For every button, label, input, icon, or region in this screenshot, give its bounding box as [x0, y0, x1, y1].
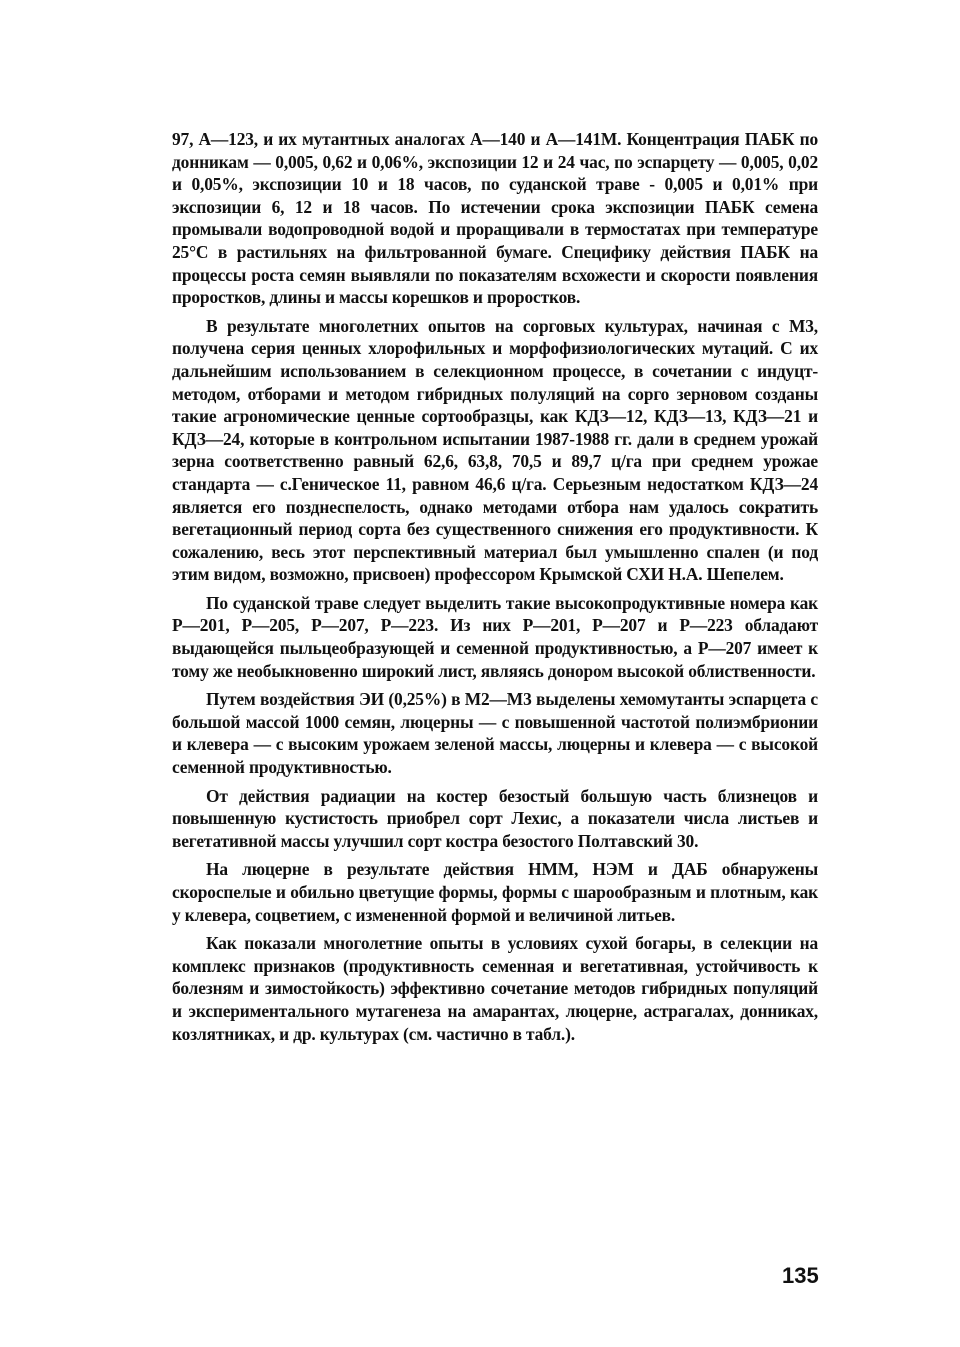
page-body	[172, 128, 818, 1045]
paragraph-2: В результате многолетних опытов на сорговых культурах, начиная с М3, получена серия ценных хлорофильных и морфофизиологических мутаций. С их дальнейшим использованием в селекционном процессе, в сочетании с индуцт-методом, отборами и методом гибридных полуляций на сорго зерновом созданы такие агрономические ценные сортообразцы, как КДЗ—12, КДЗ—13, КДЗ—21 и КДЗ—24, которые в контрольном испытании 1987-1988 гг. дали в среднем урожай зерна соответственно равный 62,6, 63,8, 70,5 и 89,7 ц/га при среднем урожае стандарта — с.Геническое 11, равном 46,6 ц/га. Серьезным недостатком КДЗ—24 является его позднеспелость, однако методами отбора нам удалось сократить вегетационный период сорта без существенного снижения его продуктивности. К сожалению, весь этот перспективный материал был умышленно спален (и под этим видом, возможно, присвоен) профессором Крымской СХИ Н.А. Шепелем.	[172, 315, 818, 585]
paragraph-4: Путем воздействия ЭИ (0,25%) в М2—М3 выделены хемомутанты эспарцета с большой массой 1000 семян, люцерны — с повышенной частотой полиэмбрионии и клевера — с высоким урожаем зеленой массы, люцерны и клевера — с высокой семенной продуктивностью.	[172, 689, 818, 778]
paragraph-3: По суданской траве следует выделить такие высокопродуктивные номера как Р—201, Р—205, Р—207, Р—223. Из них Р—201, Р—207 и Р—223 обладают выдающейся пыльцеобразующей и семенной продуктивностью, а Р—207 имеет к тому же необыкновенно широкий лист, являясь донором высокой облиственности.	[172, 592, 818, 681]
paragraph-5: От действия радиации на костер безостый большую часть близнецов и повышенную кустистость приобрел сорт Лехис, а показатели числа листьев и вегетативной массы улучшил сорт костра безостого Полтавский 30.	[172, 785, 818, 851]
paragraph-6: На люцерне в результате действия НММ, НЭМ и ДАБ обнаружены скороспелые и обильно цветущие формы, формы с шарообразным и плотным, как у клевера, соцветием, с измененной формой и величиной литьев.	[172, 859, 818, 925]
page-number: 135	[782, 1263, 819, 1288]
paragraph-1: 97, А—123, и их мутантных аналогах А—140 и А—141М. Концентрация ПАБК по донникам — 0,005, 0,62 и 0,06%, экспозиции 12 и 24 час, по эспарцету — 0,005, 0,02 и 0,05%, экспозиции 10 и 18 часов, по суданской траве - 0,005 и 0,01% при экспозиции 6, 12 и 18 часов. По истечении срока экспозиции ПАБК семена промывали водопроводной водой и проращивали в термостатах при температуре 25°С в растильнях на фильтрованной бумаге. Специфику действия ПАБК на процессы роста семян выявляли по показателям всхожести и скорости появления проростков, длины и массы корешков и проростков.	[172, 129, 818, 308]
paragraph-7: Как показали многолетние опыты в условиях сухой богары, в селекции на комплекс признаков (продуктивность семенная и вегетативная, устойчивость к болезням и зимостойкость) эффективно сочетание методов гибридных популяций и экспериментального мутагенеза на амарантах, люцерне, астрагалах, донниках, козлятниках, и др. культурах (см. частично в табл.).	[172, 933, 818, 1044]
